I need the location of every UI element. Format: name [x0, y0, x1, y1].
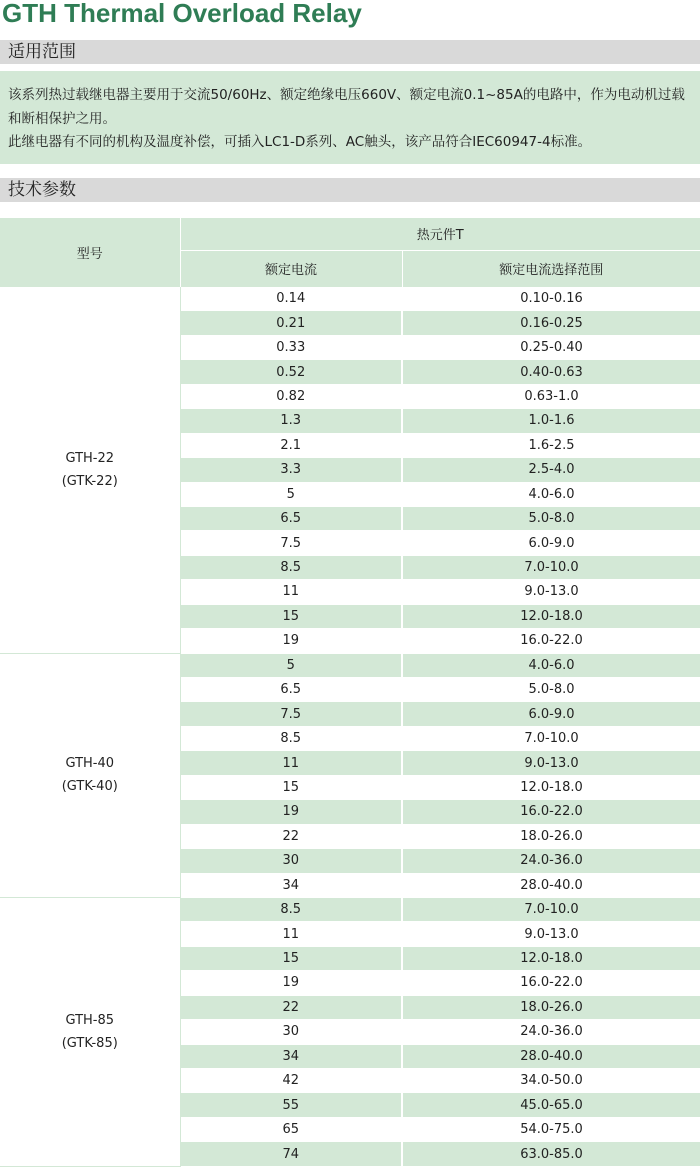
model-cell — [0, 897, 180, 1166]
model-alt-name: (GTK-85) — [61, 1035, 118, 1051]
current-range-cell: 1.0-1.6 — [402, 409, 700, 433]
table-row — [0, 897, 700, 921]
current-range-cell: 0.16-0.25 — [402, 311, 700, 335]
section-heading-scope: 适用范围 — [0, 40, 700, 64]
rated-current-cell: 0.33 — [180, 335, 402, 359]
rated-current-cell: 7.5 — [180, 702, 402, 726]
model-cell — [0, 653, 180, 897]
rated-current-cell: 0.21 — [180, 311, 402, 335]
current-range-cell: 12.0-18.0 — [402, 946, 700, 970]
scope-paragraph-1: 该系列热过载继电器主要用于交流50/60Hz、额定绝缘电压660V、额定电流0.1~85A的电路中，作为电动机过载和断相保护之用。 — [8, 87, 685, 127]
current-range-cell: 54.0-75.0 — [402, 1117, 700, 1141]
rated-current-cell: 8.5 — [180, 726, 402, 750]
rated-current-cell: 15 — [180, 775, 402, 799]
model-name: GTH-22 — [65, 450, 115, 466]
rated-current-cell: 22 — [180, 824, 402, 848]
rated-current-cell: 1.3 — [180, 409, 402, 433]
current-range-cell: 9.0-13.0 — [402, 751, 700, 775]
rated-current-cell: 2.1 — [180, 433, 402, 457]
rated-current-cell: 30 — [180, 1020, 402, 1044]
rated-current-cell: 11 — [180, 580, 402, 604]
rated-current-cell: 11 — [180, 751, 402, 775]
current-range-cell: 28.0-40.0 — [402, 1044, 700, 1068]
current-range-cell: 34.0-50.0 — [402, 1069, 700, 1093]
rated-current-cell: 3.3 — [180, 458, 402, 482]
model-alt-name: (GTK-40) — [61, 779, 118, 795]
rated-current-cell: 11 — [180, 922, 402, 946]
table-row — [0, 653, 700, 677]
rated-current-cell: 0.82 — [180, 384, 402, 408]
rated-current-cell: 5 — [180, 482, 402, 506]
rated-current-cell: 42 — [180, 1069, 402, 1093]
current-range-cell: 9.0-13.0 — [402, 580, 700, 604]
model-cell — [0, 287, 180, 653]
rated-current-cell: 15 — [180, 604, 402, 628]
scope-paragraph-2: 此继电器有不同的机构及温度补偿，可插入LC1-D系列、AC触头，该产品符合IEC60947-4标准。 — [8, 134, 592, 150]
rated-current-cell: 55 — [180, 1093, 402, 1117]
current-range-cell: 6.0-9.0 — [402, 702, 700, 726]
table-body — [0, 287, 700, 1166]
header-model: 型号 — [0, 218, 180, 287]
current-range-cell: 16.0-22.0 — [402, 629, 700, 653]
current-range-cell: 0.63-1.0 — [402, 384, 700, 408]
current-range-cell: 18.0-26.0 — [402, 824, 700, 848]
current-range-cell: 45.0-65.0 — [402, 1093, 700, 1117]
current-range-cell: 7.0-10.0 — [402, 897, 700, 921]
current-range-cell: 12.0-18.0 — [402, 775, 700, 799]
table-row — [0, 287, 700, 311]
current-range-cell: 0.40-0.63 — [402, 360, 700, 384]
current-range-cell: 12.0-18.0 — [402, 604, 700, 628]
header-thermal-element: 热元件T — [180, 218, 700, 250]
current-range-cell: 4.0-6.0 — [402, 482, 700, 506]
rated-current-cell: 15 — [180, 946, 402, 970]
rated-current-cell: 6.5 — [180, 678, 402, 702]
current-range-cell: 24.0-36.0 — [402, 1020, 700, 1044]
header-current-range: 额定电流选择范围 — [402, 250, 700, 287]
current-range-cell: 24.0-36.0 — [402, 849, 700, 873]
current-range-cell: 5.0-8.0 — [402, 506, 700, 530]
current-range-cell: 4.0-6.0 — [402, 653, 700, 677]
current-range-cell: 1.6-2.5 — [402, 433, 700, 457]
current-range-cell: 6.0-9.0 — [402, 531, 700, 555]
rated-current-cell: 0.52 — [180, 360, 402, 384]
rated-current-cell: 65 — [180, 1117, 402, 1141]
rated-current-cell: 8.5 — [180, 555, 402, 579]
scope-description — [0, 71, 700, 164]
model-name: GTH-40 — [65, 756, 115, 772]
rated-current-cell: 19 — [180, 971, 402, 995]
current-range-cell: 0.25-0.40 — [402, 335, 700, 359]
model-name: GTH-85 — [65, 1012, 115, 1028]
current-range-cell: 7.0-10.0 — [402, 555, 700, 579]
header-rated-current: 额定电流 — [180, 250, 402, 287]
current-range-cell: 2.5-4.0 — [402, 458, 700, 482]
rated-current-cell: 5 — [180, 653, 402, 677]
rated-current-cell: 34 — [180, 1044, 402, 1068]
rated-current-cell: 8.5 — [180, 897, 402, 921]
model-alt-name: (GTK-22) — [61, 473, 118, 489]
rated-current-cell: 30 — [180, 849, 402, 873]
current-range-cell: 28.0-40.0 — [402, 873, 700, 897]
rated-current-cell: 0.14 — [180, 287, 402, 311]
current-range-cell: 9.0-13.0 — [402, 922, 700, 946]
current-range-cell: 16.0-22.0 — [402, 971, 700, 995]
rated-current-cell: 74 — [180, 1142, 402, 1166]
page-title: GTH Thermal Overload Relay — [2, 0, 362, 28]
rated-current-cell: 6.5 — [180, 506, 402, 530]
rated-current-cell: 34 — [180, 873, 402, 897]
rated-current-cell: 19 — [180, 800, 402, 824]
current-range-cell: 7.0-10.0 — [402, 726, 700, 750]
current-range-cell: 0.10-0.16 — [402, 287, 700, 311]
current-range-cell: 16.0-22.0 — [402, 800, 700, 824]
spec-table — [0, 218, 700, 1167]
rated-current-cell: 19 — [180, 629, 402, 653]
current-range-cell: 63.0-85.0 — [402, 1142, 700, 1166]
section-heading-params: 技术参数 — [0, 178, 700, 202]
rated-current-cell: 22 — [180, 995, 402, 1019]
current-range-cell: 5.0-8.0 — [402, 678, 700, 702]
rated-current-cell: 7.5 — [180, 531, 402, 555]
current-range-cell: 18.0-26.0 — [402, 995, 700, 1019]
